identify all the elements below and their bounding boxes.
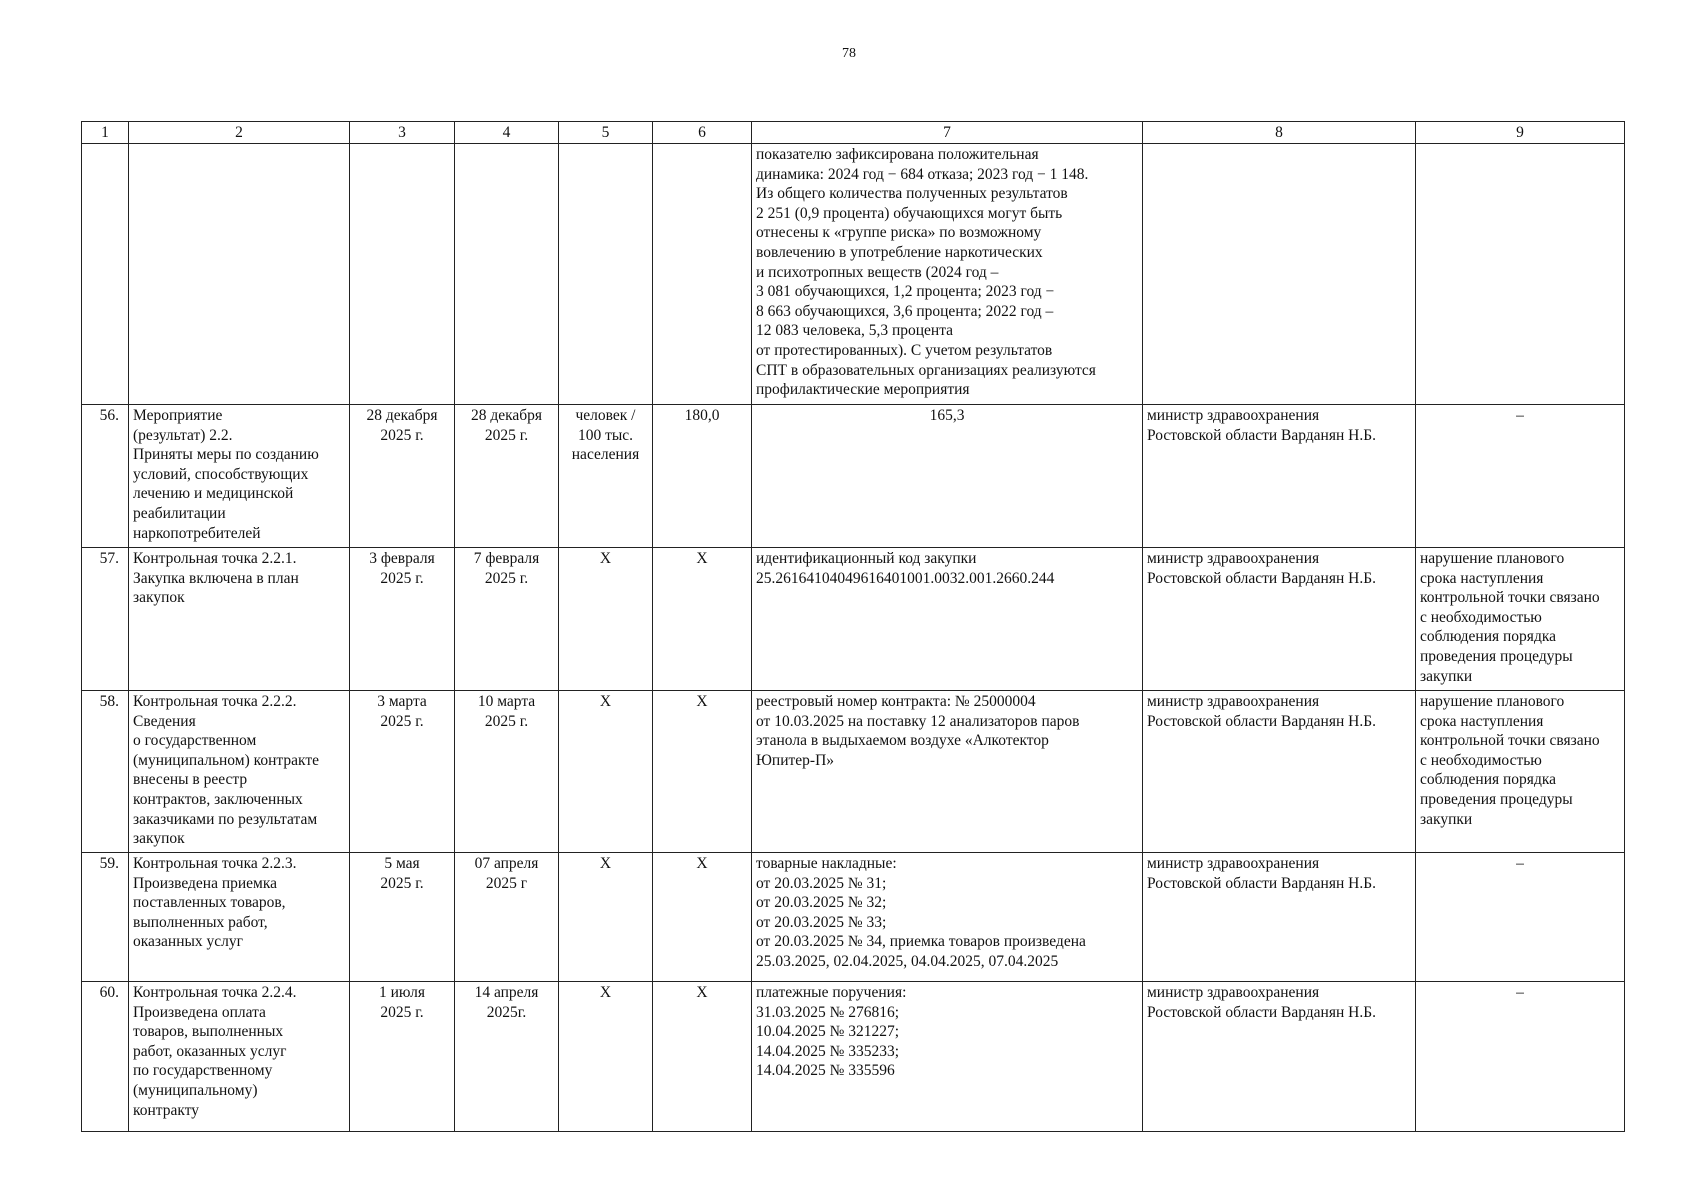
cell-note: – [1416, 982, 1625, 1132]
cell-plan-value: 180,0 [653, 405, 752, 548]
cell-unit: Х [559, 691, 653, 853]
cell-fact-date: 7 февраля 2025 г. [455, 548, 559, 691]
cell-fact-value: товарные накладные: от 20.03.2025 № 31; от 20.03.2025 № 32; от 20.03.2025 № 33; от 20.03.2025 № 34, приемка товаров произведена 25.03.2025, 02.04.2025, 04.04.2025, 07.04.2025 [752, 853, 1143, 982]
column-header: 3 [350, 122, 455, 144]
cell-note: – [1416, 405, 1625, 548]
cell-activity-name: Контрольная точка 2.2.2. Сведения о государственном (муниципальном) контракте внесены в реестр контрактов, заключенных заказчиками по результатам закупок [129, 691, 350, 853]
cell-empty [1143, 144, 1416, 405]
column-number-header-row [82, 122, 1625, 144]
cell-plan-value: Х [653, 548, 752, 691]
cell-plan-date: 3 февраля 2025 г. [350, 548, 455, 691]
cell-row-number: 58. [82, 691, 129, 853]
cell-plan-value: Х [653, 982, 752, 1132]
table-row [82, 548, 1625, 691]
cell-responsible: министр здравоохранения Ростовской области Варданян Н.Б. [1143, 548, 1416, 691]
cell-fact-date: 10 марта 2025 г. [455, 691, 559, 853]
cell-fact-date: 07 апреля 2025 г [455, 853, 559, 982]
table-row [82, 691, 1625, 853]
cell-plan-date: 1 июля 2025 г. [350, 982, 455, 1132]
cell-unit: Х [559, 548, 653, 691]
cell-empty [350, 144, 455, 405]
report-table [81, 121, 1625, 1132]
cell-activity-name: Мероприятие (результат) 2.2. Приняты меры по созданию условий, способствующих лечению и медицинской реабилитации наркопотребителей [129, 405, 350, 548]
cell-unit: Х [559, 982, 653, 1132]
column-header: 5 [559, 122, 653, 144]
column-header: 4 [455, 122, 559, 144]
cell-activity-name: Контрольная точка 2.2.1. Закупка включена в план закупок [129, 548, 350, 691]
cell-note: нарушение планового срока наступления контрольной точки связано с необходимостью соблюдения порядка проведения процедуры закупки [1416, 548, 1625, 691]
cell-unit: Х [559, 853, 653, 982]
column-header: 8 [1143, 122, 1416, 144]
cell-fact-value: реестровый номер контракта: № 25000004 от 10.03.2025 на поставку 12 анализаторов паров этанола в выдыхаемом воздухе «Алкотектор Юпитер-П» [752, 691, 1143, 853]
column-header: 6 [653, 122, 752, 144]
cell-fact-value: платежные поручения: 31.03.2025 № 276816; 10.04.2025 № 321227; 14.04.2025 № 335233; 14.04.2025 № 335596 [752, 982, 1143, 1132]
cell-note: – [1416, 853, 1625, 982]
cell-result-description: показателю зафиксирована положительная динамика: 2024 год − 684 отказа; 2023 год − 1 148. Из общего количества полученных результатов 2 251 (0,9 процента) обучающихся могут быть отнесены к «группе риска» по возможному вовлечению в употребление наркотических и психотропных веществ (2024 год – 3 081 обучающихся, 1,2 процента; 2023 год − 8 663 обучающихся, 3,6 процента; 2022 год – 12 083 человека, 5,3 процента от протестированных). С учетом результатов СПТ в образовательных организациях реализуются профилактические мероприятия [752, 144, 1143, 405]
cell-responsible: министр здравоохранения Ростовской области Варданян Н.Б. [1143, 982, 1416, 1132]
cell-row-number: 57. [82, 548, 129, 691]
column-header: 1 [82, 122, 129, 144]
table-row [82, 405, 1625, 548]
cell-responsible: министр здравоохранения Ростовской области Варданян Н.Б. [1143, 853, 1416, 982]
cell-fact-value: 165,3 [752, 405, 1143, 548]
cell-plan-value: Х [653, 853, 752, 982]
column-header: 9 [1416, 122, 1625, 144]
cell-responsible: министр здравоохранения Ростовской области Варданян Н.Б. [1143, 405, 1416, 548]
cell-empty [455, 144, 559, 405]
cell-unit: человек / 100 тыс. населения [559, 405, 653, 548]
cell-empty [653, 144, 752, 405]
cell-empty [559, 144, 653, 405]
cell-plan-date: 5 мая 2025 г. [350, 853, 455, 982]
cell-plan-value: Х [653, 691, 752, 853]
continuation-row [82, 144, 1625, 405]
cell-empty [1416, 144, 1625, 405]
cell-responsible: министр здравоохранения Ростовской области Варданян Н.Б. [1143, 691, 1416, 853]
cell-plan-date: 28 декабря 2025 г. [350, 405, 455, 548]
cell-empty [82, 144, 129, 405]
table-row [82, 982, 1625, 1132]
cell-fact-date: 14 апреля 2025г. [455, 982, 559, 1132]
cell-plan-date: 3 марта 2025 г. [350, 691, 455, 853]
cell-activity-name: Контрольная точка 2.2.4. Произведена оплата товаров, выполненных работ, оказанных услуг по государственному (муниципальному) контракту [129, 982, 350, 1132]
table-row [82, 853, 1625, 982]
cell-empty [129, 144, 350, 405]
cell-fact-date: 28 декабря 2025 г. [455, 405, 559, 548]
column-header: 7 [752, 122, 1143, 144]
cell-row-number: 60. [82, 982, 129, 1132]
cell-activity-name: Контрольная точка 2.2.3. Произведена приемка поставленных товаров, выполненных работ, оказанных услуг [129, 853, 350, 982]
cell-fact-value: идентификационный код закупки 25.26164104049616401001.0032.001.2660.244 [752, 548, 1143, 691]
page-number: 78 [842, 46, 856, 61]
column-header: 2 [129, 122, 350, 144]
cell-note: нарушение планового срока наступления контрольной точки связано с необходимостью соблюдения порядка проведения процедуры закупки [1416, 691, 1625, 853]
cell-row-number: 59. [82, 853, 129, 982]
cell-row-number: 56. [82, 405, 129, 548]
